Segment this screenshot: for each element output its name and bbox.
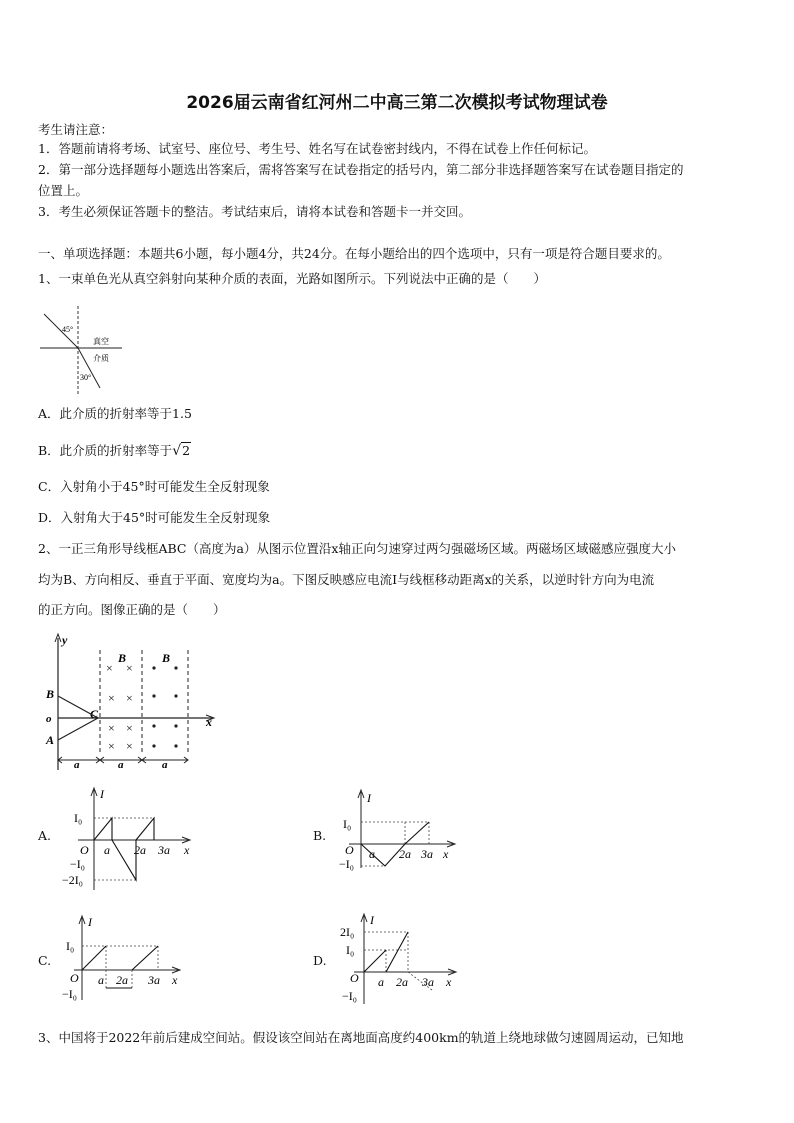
vertex-b-label: B <box>46 687 55 701</box>
width-a-1: a <box>74 759 80 771</box>
notice-item-2: 2．第一部分选择题每小题选出答案后，需将答案写在试卷指定的括号内，第二部分非选择题答案写在试卷题目指定的 <box>38 162 684 177</box>
svg-text:×: × <box>126 721 133 735</box>
graph-d-x-label: x <box>446 975 452 989</box>
graph-b-2a: 2a <box>399 847 411 861</box>
vacuum-label: 真空 <box>93 337 109 346</box>
graph-a-2a: 2a <box>134 843 146 857</box>
option-d-graph <box>338 912 468 1008</box>
graph-d-3a: 3a <box>422 975 434 989</box>
graph-a-i0: I₀ <box>74 811 83 825</box>
graph-a-i-label: I <box>100 787 104 801</box>
option-c-graph <box>62 914 192 1002</box>
width-a-2: a <box>118 759 124 771</box>
field-b-label-right: B <box>162 651 171 665</box>
q1-option-b-text: B．此介质的折射率等于 <box>38 443 173 458</box>
question-2-field-figure <box>42 630 222 770</box>
graph-d-2i0: 2I₀ <box>340 925 355 939</box>
q2-option-b-label: B. <box>313 828 327 843</box>
graph-d-minus-i0: −I₀ <box>342 989 357 1003</box>
angle-30-label: 30° <box>80 373 92 382</box>
graph-b-minus-i0: −I₀ <box>339 857 354 871</box>
svg-text:×: × <box>106 661 113 675</box>
question-1-stem: 1、一束单色光从真空斜射向某种介质的表面，光路如图所示。下列说法中正确的是（ ） <box>38 271 546 286</box>
graph-a-origin: O <box>80 843 89 857</box>
graph-c-2a: 2a <box>116 973 128 987</box>
graph-b-i-label: I <box>367 791 371 805</box>
origin-label: o <box>46 713 52 725</box>
graph-a-minus-i0: −I₀ <box>70 857 85 871</box>
graph-b-a: a <box>369 847 375 861</box>
sqrt-sign: √ <box>172 443 182 459</box>
x-axis-label: x <box>206 715 212 729</box>
q2-option-c-label: C. <box>38 953 52 968</box>
graph-c-a: a <box>98 973 104 987</box>
medium-label: 介质 <box>93 354 109 363</box>
field-into-page-marks <box>106 661 133 753</box>
graph-d-i-label: I <box>370 913 374 927</box>
question-1-figure <box>38 306 128 398</box>
graph-a-3a: 3a <box>158 843 170 857</box>
angle-45-label: 45° <box>62 325 74 334</box>
graph-a-minus-2i0: −2I₀ <box>62 873 83 887</box>
option-b-graph <box>335 788 475 888</box>
width-a-3: a <box>162 759 168 771</box>
page-title: 2026届云南省红河州二中高三第二次模拟考试物理试卷 <box>186 93 608 113</box>
y-axis-label: y <box>62 633 68 647</box>
section-heading: 一、单项选择题：本题共6小题，每小题4分，共24分。在每小题给出的四个选项中，只有一项是符合题目要求的。 <box>38 246 670 261</box>
vertex-a-label: A <box>46 733 55 747</box>
graph-c-x-label: x <box>172 973 178 987</box>
question-2-stem-line-3: 的正方向。图像正确的是（ ） <box>38 602 226 617</box>
svg-text:×: × <box>126 739 133 753</box>
option-a-graph <box>58 786 208 894</box>
graph-d-i0: I₀ <box>346 943 355 957</box>
notice-item-1: 1．答题前请将考场、试室号、座位号、考生号、姓名写在试卷密封线内，不得在试卷上作任何标记。 <box>38 141 596 156</box>
graph-a-a: a <box>104 843 110 857</box>
svg-text:×: × <box>108 739 115 753</box>
q2-option-d-label: D. <box>313 953 327 968</box>
field-out-of-page-marks <box>152 666 177 747</box>
field-b-label-left: B <box>118 651 127 665</box>
graph-d-origin: O <box>350 971 359 985</box>
graph-b-i0: I₀ <box>343 817 352 831</box>
vertex-c-label: C <box>90 707 99 721</box>
graph-c-origin: O <box>70 971 79 985</box>
q1-option-a: A．此介质的折射率等于1.5 <box>38 406 192 421</box>
graph-c-i0: I₀ <box>66 939 75 953</box>
graph-d-a: a <box>378 975 384 989</box>
q2-option-a-label: A. <box>38 828 52 843</box>
q1-option-b <box>38 443 191 459</box>
notice-heading: 考生请注意： <box>38 122 114 137</box>
question-3-stem: 3、中国将于2022年前后建成空间站。假设该空间站在离地面高度约400km的轨道上绕地球做匀速圆周运动，已知地 <box>38 1030 684 1045</box>
graph-c-i-label: I <box>88 915 92 929</box>
svg-text:×: × <box>108 721 115 735</box>
notice-item-3: 3．考生必须保证答题卡的整洁。考试结束后，请将本试卷和答题卡一并交回。 <box>38 204 471 219</box>
question-2-stem-line-1: 2、一正三角形导线框ABC（高度为a）从图示位置沿x轴正向匀速穿过两匀强磁场区域。两磁场区域磁感应强度大小 <box>38 541 676 556</box>
svg-text:×: × <box>108 691 115 705</box>
graph-c-3a: 3a <box>148 973 160 987</box>
graph-b-origin: O <box>345 843 354 857</box>
notice-item-2-cont: 位置上。 <box>38 183 89 198</box>
q1-option-c: C．入射角小于45°时可能发生全反射现象 <box>38 479 270 494</box>
question-2-stem-line-2: 均为B、方向相反、垂直于平面、宽度均为a。下图反映感应电流I与线框移动距离x的关系，以逆时针方向为电流 <box>38 572 655 587</box>
q1-option-d: D．入射角大于45°时可能发生全反射现象 <box>38 510 271 525</box>
graph-d-2a: 2a <box>396 975 408 989</box>
graph-c-minus-i0: −I₀ <box>62 987 77 1001</box>
graph-b-x-label: x <box>443 847 449 861</box>
graph-b-3a: 3a <box>421 847 433 861</box>
graph-a-x-label: x <box>184 843 190 857</box>
sqrt-radicand: 2 <box>182 443 191 458</box>
svg-text:×: × <box>126 691 133 705</box>
svg-text:×: × <box>126 661 133 675</box>
